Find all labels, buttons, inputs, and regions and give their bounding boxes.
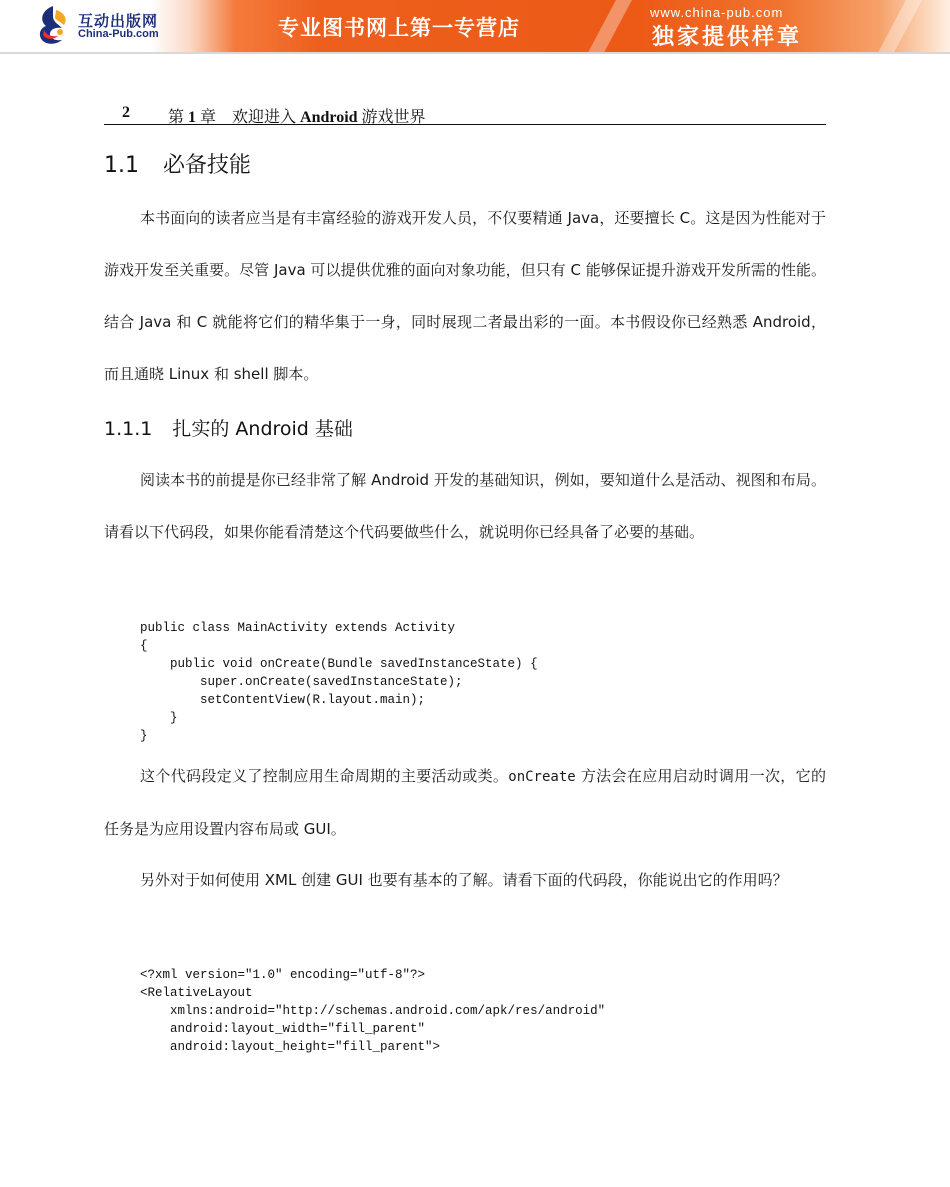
- banner-stripe: [869, 0, 928, 54]
- code-block-java: public class MainActivity extends Activity { public void onCreate(Bundle savedInstanceState) { super.onCreate(savedInstanceState); setContentView(R.layout.main); } }: [140, 621, 538, 743]
- logo-name-cn: 互动出版网: [78, 12, 159, 30]
- paragraph-required-skills: 本书面向的读者应当是有丰富经验的游戏开发人员，不仅要精通 Java，还要擅长 C。这是因为性能对于游戏开发至关重要。尽管 Java 可以提供优雅的面向对象功能，但只有 C 能够保证提升游戏开发所需的性能。结合 Java 和 C 就能将它们的精华集于一身，同时展现二者最出彩的一面。本书假设你已经熟悉 Android，而且通晓 Linux 和 shell 脚本。: [104, 209, 826, 383]
- paragraph-xml-gui: 另外对于如何使用 XML 创建 GUI 也要有基本的了解。请看下面的代码段，你能说出它的作用吗？: [140, 871, 788, 889]
- subsection-title: 扎实的 Android 基础: [172, 418, 353, 440]
- code-block-xml: <?xml version="1.0" encoding="utf-8"?> <RelativeLayout xmlns:android="http://schemas.android.com/apk/res/android" android:layout_width="fill_parent" android:layout_height="fill_parent">: [140, 968, 606, 1054]
- section-number: 1.1: [104, 153, 139, 178]
- chapter-title: 第 1 章 欢迎进入 Android 游戏世界: [168, 109, 426, 126]
- china-pub-logo-icon: [36, 4, 70, 46]
- site-url[interactable]: www.china-pub.com: [650, 5, 784, 20]
- logo-name-en: China-Pub.com: [78, 28, 159, 40]
- subsection-number: 1.1.1: [104, 418, 153, 440]
- paragraph-android-basics: 阅读本书的前提是你已经非常了解 Android 开发的基础知识，例如，要知道什么是活动、视图和布局。请看以下代码段，如果你能看清楚这个代码要做些什么，就说明你已经具备了必要的基础。: [104, 471, 826, 541]
- paragraph-oncreate: 这个代码段定义了控制应用生命周期的主要活动或类。onCreate 方法会在应用启动时调用一次，它的任务是为应用设置内容布局或 GUI。: [104, 767, 826, 838]
- page-number: 2: [122, 104, 130, 121]
- inline-code-oncreate: onCreate: [508, 769, 576, 785]
- section-title: 必备技能: [163, 153, 252, 178]
- banner: [0, 0, 950, 54]
- banner-stripe: [579, 0, 638, 54]
- sample-chapter-label: 独家提供样章: [652, 24, 803, 50]
- running-head: [104, 104, 826, 125]
- banner-slogan: 专业图书网上第一专营店: [278, 16, 520, 40]
- section-heading: [104, 148, 251, 179]
- subsection-heading: [104, 414, 353, 441]
